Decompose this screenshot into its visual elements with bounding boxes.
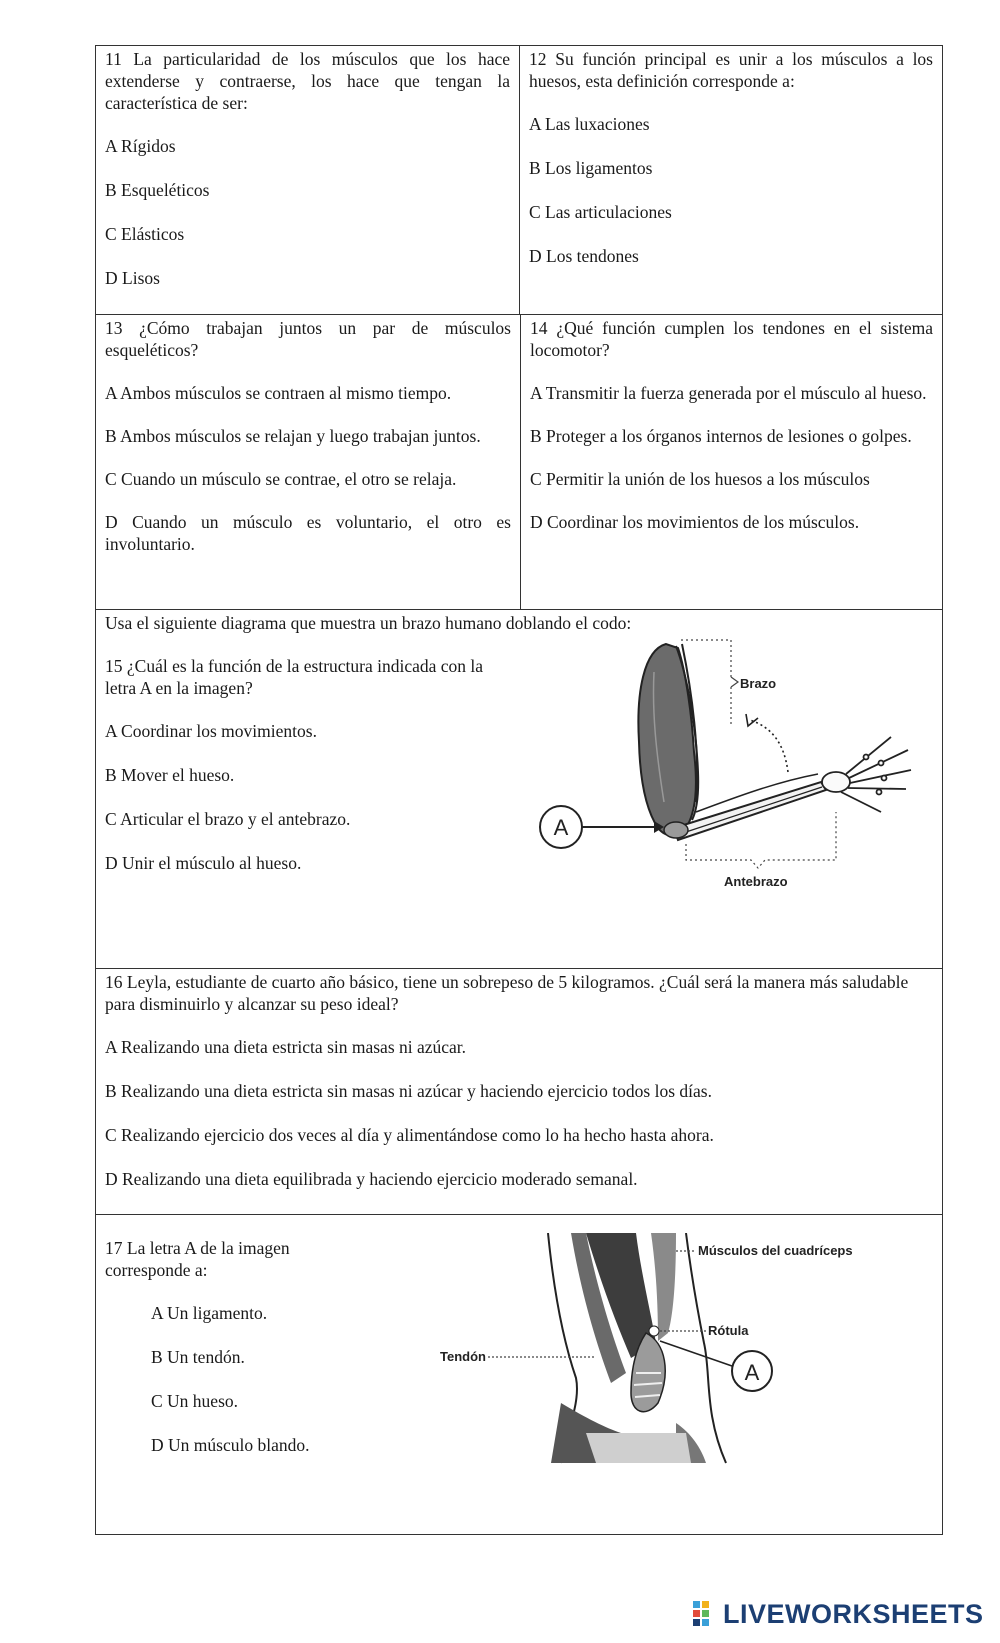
question-12-stem: 12 Su función principal es unir a los músculos a los huesos, esta definición corresponde a: [529,49,933,91]
question-13-stem: 13 ¿Cómo trabajan juntos un par de músculos esqueléticos? [105,318,511,360]
arm-diagram [536,632,936,887]
q12-option-b[interactable]: B Los ligamentos [529,158,653,178]
tendon-label: Tendón [440,1349,486,1364]
q14-option-a[interactable]: A Transmitir la fuerza generada por el músculo al hueso. [530,383,927,403]
q17-option-a[interactable]: A Un ligamento. [151,1303,268,1323]
q11-option-d[interactable]: D Lisos [105,268,160,288]
question-14-cell [520,314,943,610]
q16-option-b[interactable]: B Realizando una dieta estricta sin masas ni azúcar y haciendo ejercicio todos los días. [105,1081,712,1101]
question-12-cell [519,45,943,315]
q13-option-d[interactable]: D Cuando un músculo es voluntario, el otro es involuntario. [105,512,511,554]
q13-option-a[interactable]: A Ambos músculos se contraen al mismo tiempo. [105,383,452,403]
hand [822,737,911,812]
question-17-stem: 17 La letra A de la imagen corresponde a: [105,1238,290,1280]
label-a: A [553,815,569,840]
q16-option-c[interactable]: C Realizando ejercicio dos veces al día y alimentándose como lo ha hecho hasta ahora. [105,1125,714,1145]
question-15-stem: 15 ¿Cuál es la función de la estructura indicada con la letra A en la imagen? [105,656,484,698]
q12-option-d[interactable]: D Los tendones [529,246,639,266]
quadriceps-label: Músculos del cuadríceps [698,1243,853,1258]
q11-option-c[interactable]: C Elásticos [105,224,185,244]
question-15-cell [95,609,943,969]
question-16-cell [95,968,943,1215]
logo-grid-icon [693,1601,719,1627]
q13-option-c[interactable]: C Cuando un músculo se contrae, el otro se relaja. [105,469,457,489]
q14-option-c[interactable]: C Permitir la unión de los huesos a los músculos [530,469,870,489]
q15-option-c[interactable]: C Articular el brazo y el antebrazo. [105,809,351,829]
q11-option-b[interactable]: B Esqueléticos [105,180,210,200]
q15-option-a[interactable]: A Coordinar los movimientos. [105,721,317,741]
q14-option-b[interactable]: B Proteger a los órganos internos de lesiones o golpes. [530,426,912,446]
knee-diagram [436,1233,936,1473]
question-11-cell [95,45,520,315]
brand-name: LIVEWORKSHEETS [723,1599,984,1629]
question-14-stem: 14 ¿Qué función cumplen los tendones en el sistema locomotor? [530,318,933,360]
q13-option-b[interactable]: B Ambos músculos se relajan y luego trabajan juntos. [105,426,481,446]
q17-option-c[interactable]: C Un hueso. [151,1391,239,1411]
question-11-stem: 11 La particularidad de los músculos que los hace extenderse y contraerse, los hace que tengan la característica de ser: [105,49,510,113]
liveworksheets-logo [693,1601,984,1627]
q15-option-b[interactable]: B Mover el hueso. [105,765,235,785]
question-15-intro: Usa el siguiente diagrama que muestra un brazo humano doblando el codo: [105,613,632,633]
question-16-stem: 16 Leyla, estudiante de cuarto año básico, tiene un sobrepeso de 5 kilogramos. ¿Cuál será la manera más saludable para disminuirlo y alcanzar su peso ideal? [105,972,909,1014]
brazo-label: Brazo [740,676,777,691]
q16-option-a[interactable]: A Realizando una dieta estricta sin masas ni azúcar. [105,1037,467,1057]
q17-option-b[interactable]: B Un tendón. [151,1347,245,1367]
question-17-cell [95,1214,943,1535]
q14-option-d[interactable]: D Coordinar los movimientos de los músculos. [530,512,860,532]
antebrazo-label: Antebrazo [724,874,788,887]
rotula-label: Rótula [708,1323,749,1338]
label-a: A [744,1360,760,1385]
question-13-cell [95,314,521,610]
elbow-tendon [664,822,688,838]
q11-option-a[interactable]: A Rígidos [105,136,176,156]
q15-option-d[interactable]: D Unir el músculo al hueso. [105,853,302,873]
q16-option-d[interactable]: D Realizando una dieta equilibrada y haciendo ejercicio moderado semanal. [105,1169,638,1189]
q12-option-a[interactable]: A Las luxaciones [529,114,650,134]
q17-option-d[interactable]: D Un músculo blando. [151,1435,310,1455]
q12-option-c[interactable]: C Las articulaciones [529,202,672,222]
